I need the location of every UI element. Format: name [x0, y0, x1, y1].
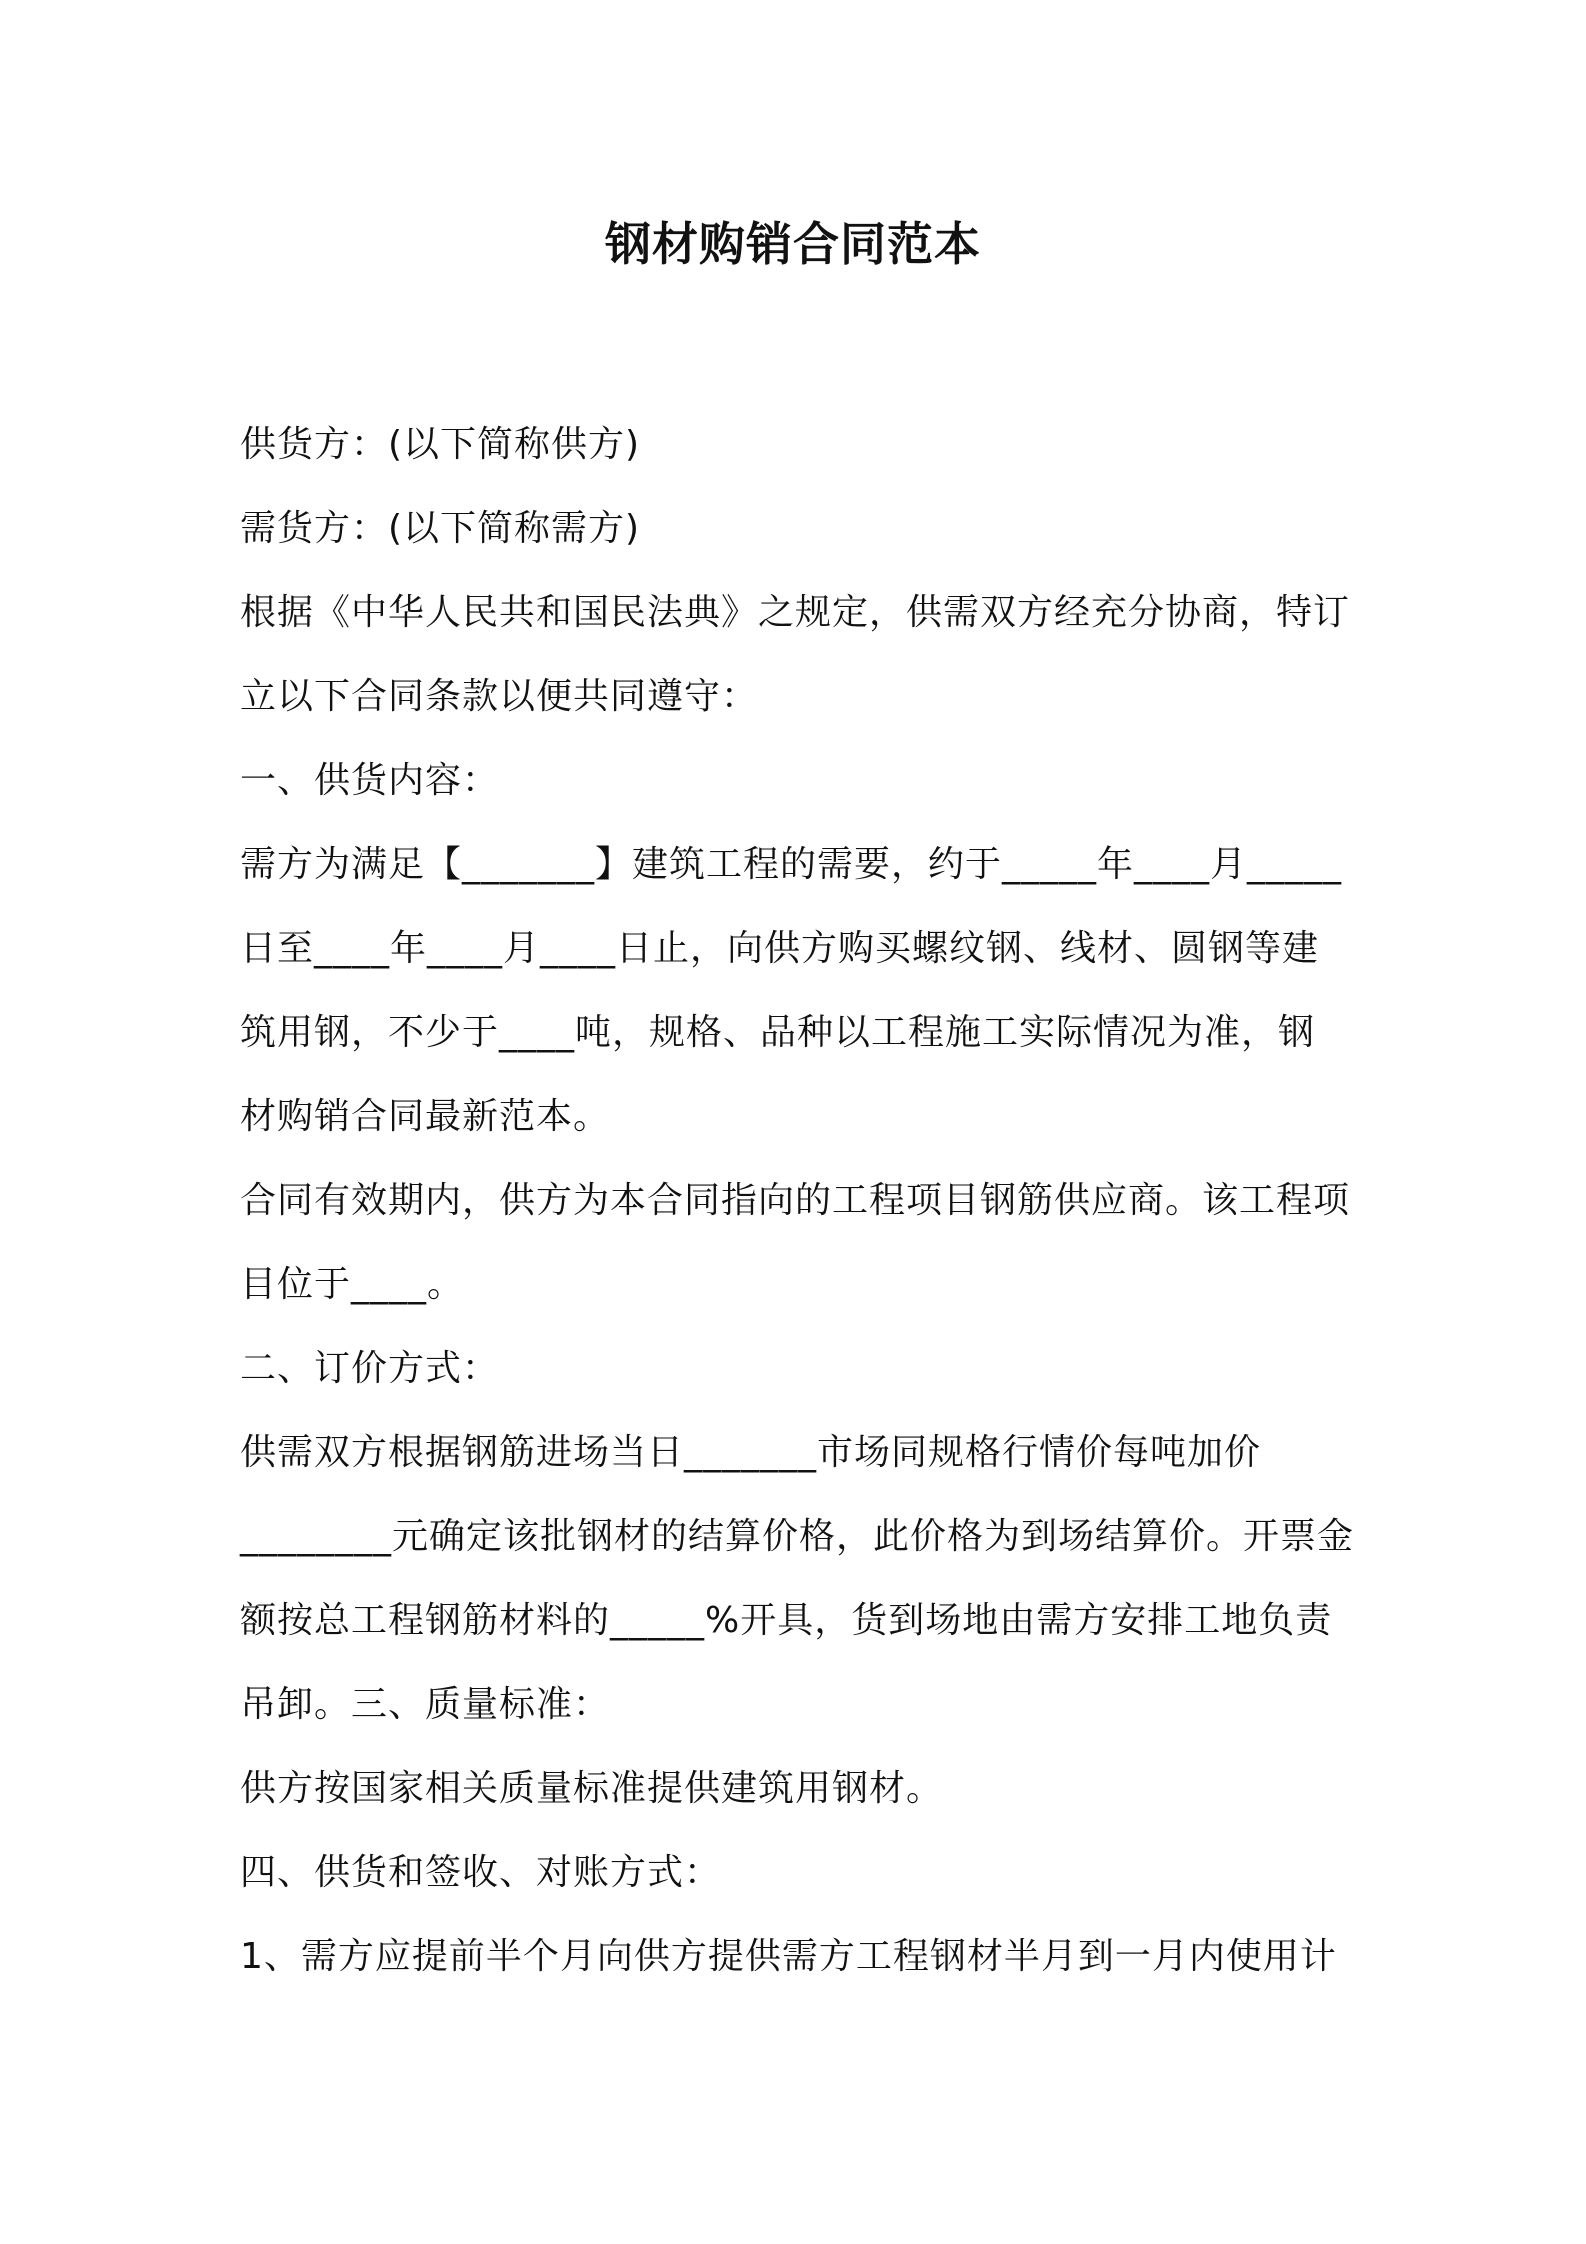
text-line: 1、需方应提前半个月向供方提供需方工程钢材半月到一月内使用计 [240, 1936, 1337, 1977]
text-line: 立以下合同条款以便共同遵守： [240, 676, 759, 717]
text-line: 额按总工程钢筋材料的_____%开具，货到场地由需方安排工地负责 [240, 1600, 1333, 1641]
section-heading: 一、供货内容： [240, 760, 500, 801]
section-heading: 二、订价方式： [240, 1348, 500, 1389]
text-line: 日至____年____月____日止，向供方购买螺纹钢、线材、圆钢等建 [240, 928, 1320, 969]
text-line: 筑用钢，不少于____吨，规格、品种以工程施工实际情况为准，钢 [240, 1012, 1316, 1053]
text-line: ________元确定该批钢材的结算价格，此价格为到场结算价。开票金 [240, 1516, 1355, 1557]
text-line: 供方按国家相关质量标准提供建筑用钢材。 [240, 1768, 944, 1809]
text-line: 根据《中华人民共和国民法典》之规定，供需双方经充分协商，特订 [240, 592, 1351, 633]
document-title: 钢材购销合同范本 [605, 217, 981, 271]
section-heading: 四、供货和签收、对账方式： [240, 1852, 722, 1893]
text-line: 材购销合同最新范本。 [240, 1096, 611, 1137]
text-line: 目位于____。 [240, 1264, 465, 1305]
text-line: 合同有效期内，供方为本合同指向的工程项目钢筋供应商。该工程项 [240, 1180, 1351, 1221]
text-line: 供需双方根据钢筋进场当日_______市场同规格行情价每吨加价 [240, 1432, 1262, 1473]
text-line: 供货方：(以下简称供方) [240, 424, 641, 465]
text-line: 吊卸。三、质量标准： [240, 1684, 611, 1725]
document-body [240, 403, 1360, 1999]
text-line: 需方为满足【_______】建筑工程的需要，约于_____年____月_____ [240, 844, 1343, 885]
text-line: 需货方：(以下简称需方) [240, 508, 641, 549]
